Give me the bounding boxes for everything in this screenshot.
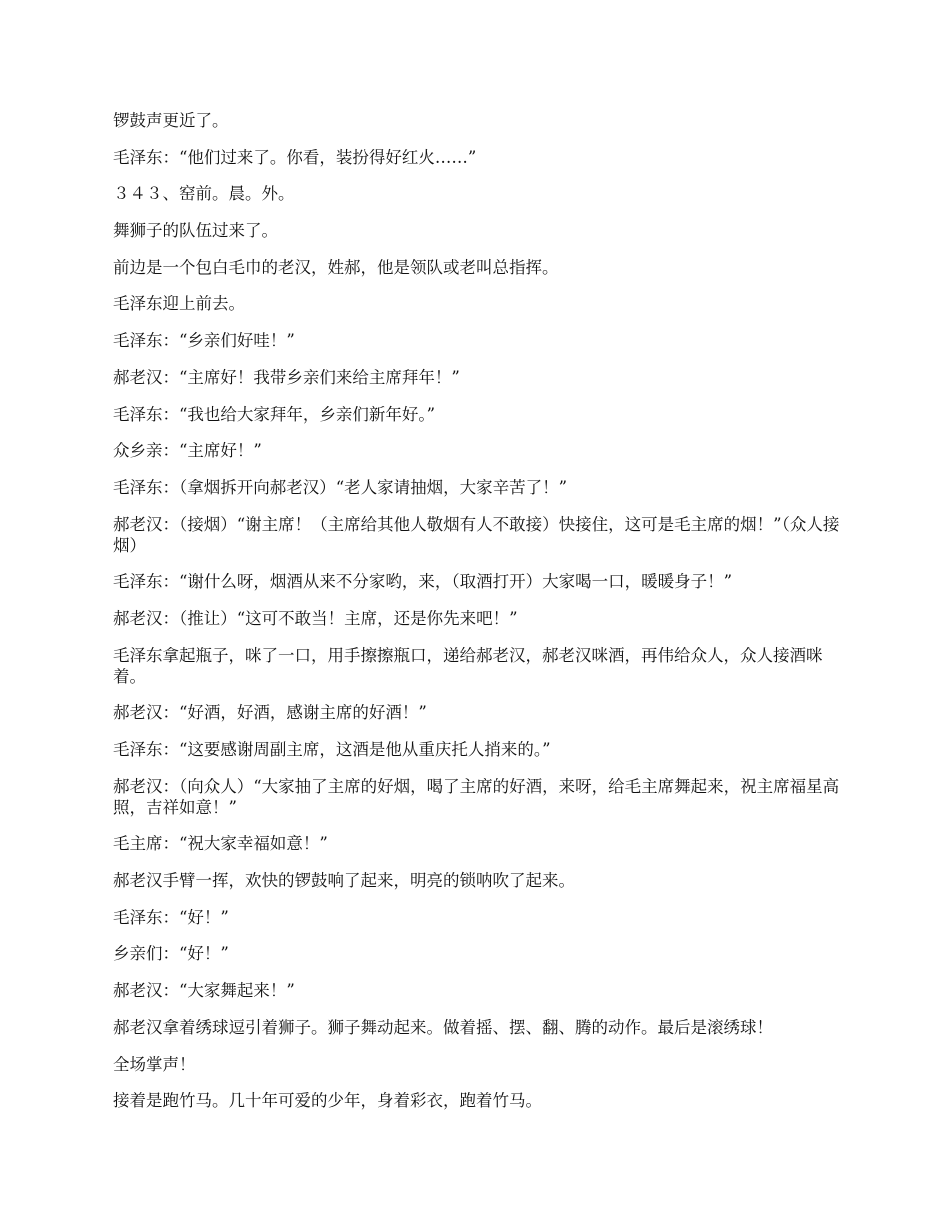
dialogue-line: 毛泽东：（拿烟拆开向郝老汉）“老人家请抽烟，大家辛苦了！”	[113, 477, 568, 497]
dialogue-line: 乡亲们：“好！”	[113, 944, 229, 964]
dialogue-line: 毛泽东：“这要感谢周副主席，这酒是他从重庆托人捎来的。”	[113, 740, 551, 759]
document-page	[113, 110, 843, 1127]
dialogue-line: 众乡亲：“主席好！”	[113, 441, 262, 461]
paragraph: 毛泽东迎上前去。	[113, 294, 245, 314]
dialogue-line: 郝老汉：“好酒，好酒，感谢主席的好酒！”	[113, 703, 427, 723]
dialogue-line: 郝老汉：“大家舞起来！”	[113, 981, 295, 1001]
dialogue-line: 毛主席：“祝大家幸福如意！”	[113, 834, 328, 854]
paragraph: 全场掌声！	[113, 1054, 196, 1074]
paragraph: 郝老汉拿着绣球逗引着狮子。狮子舞动起来。做着摇、摆、翻、腾的动作。最后是滚绣球！	[113, 1017, 773, 1037]
paragraph: 接着是跑竹马。几十年可爱的少年，身着彩衣，跑着竹马。	[113, 1091, 542, 1111]
dialogue-line: 郝老汉：（接烟）“谢主席！（主席给其他人敬烟有人不敢接）快接住，这可是毛主席的烟！”（众人接烟）	[113, 514, 840, 555]
paragraph: 毛泽东拿起瓶子，咪了一口，用手擦擦瓶口，递给郝老汉，郝老汉咪酒，再伟给众人，众人接酒咪着。	[113, 645, 823, 686]
paragraph: 毛泽东：“他们过来了。你看，装扮得好红火……”	[113, 147, 477, 167]
paragraph: 郝老汉手臂一挥，欢快的锣鼓响了起来，明亮的锁呐吹了起来。	[113, 871, 575, 891]
dialogue-line: 郝老汉：“主席好！我带乡亲们来给主席拜年！”	[113, 367, 460, 387]
dialogue-line: 毛泽东：“谢什么呀，烟酒从来不分家哟，来，（取酒打开）大家喝一口，暖暖身子！”	[113, 572, 733, 592]
dialogue-line: 郝老汉：（推让）“这可不敢当！主席，还是你先来吧！”	[113, 608, 518, 628]
dialogue-line: 毛泽东：“我也给大家拜年，乡亲们新年好。”	[113, 404, 436, 424]
paragraph: 前边是一个包白毛巾的老汉，姓郝，他是领队或老叫总指挥。	[113, 257, 559, 277]
scene-heading: ３４３、窑前。晨。外。	[113, 184, 295, 204]
dialogue-line: 毛泽东：“好！”	[113, 907, 229, 927]
dialogue-line: 毛泽东：“乡亲们好哇！”	[113, 331, 295, 351]
paragraph: 舞狮子的队伍过来了。	[113, 221, 278, 241]
dialogue-line: 郝老汉：（向众人）“大家抽了主席的好烟，喝了主席的好酒，来呀，给毛主席舞起来，祝主席福星高照，吉祥如意！”	[113, 776, 840, 817]
paragraph: 锣鼓声更近了。	[113, 111, 229, 130]
